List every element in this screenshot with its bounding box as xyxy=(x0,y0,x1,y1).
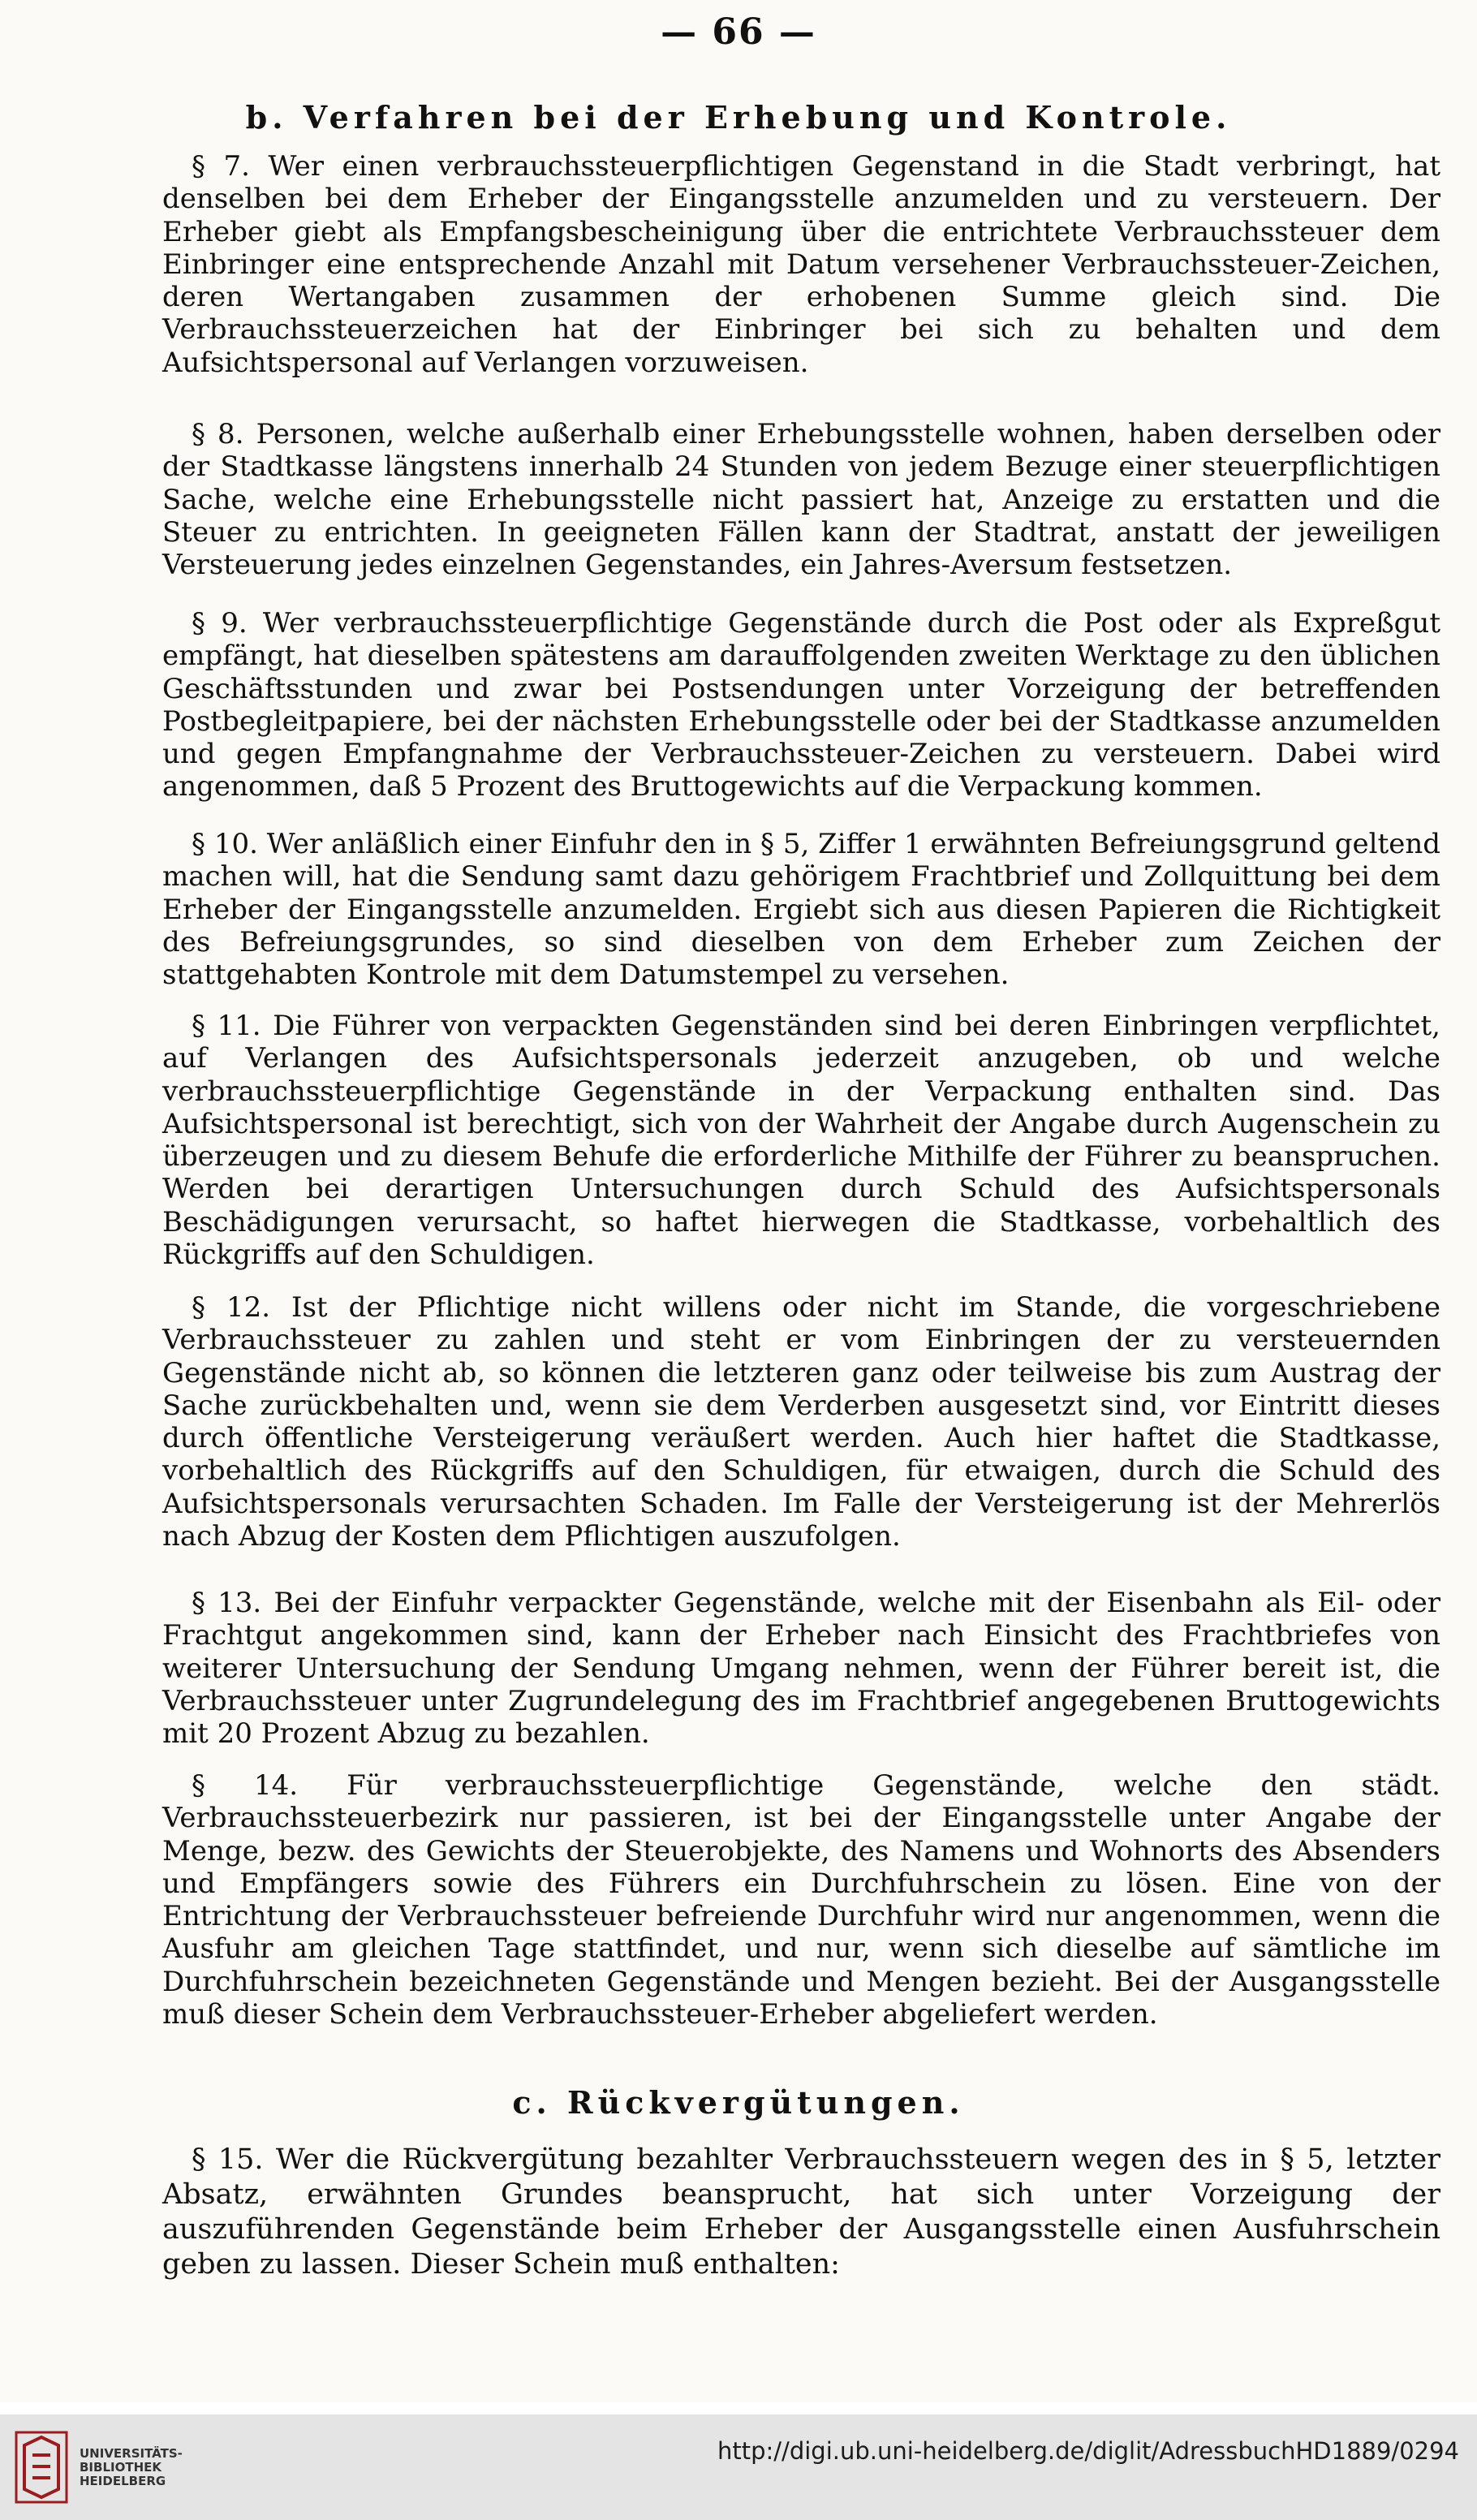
library-logo xyxy=(13,2429,200,2505)
library-name-line2: BIBLIOTHEK xyxy=(80,2460,161,2475)
library-name-line1: UNIVERSITÄTS- xyxy=(80,2446,183,2461)
paragraph-14: § 14. Für verbrauchssteuerpflichtige Gegenstände, welche den städt. Verbrauchssteuerbezirk nur passieren, ist bei der Eingangsstelle unter Angabe der Menge, bezw. des Gewichts der Steuerobjekte, des Namens und Wohnorts des Absenders und Empfängers sowie des Führers ein Durchfuhrschein zu lösen. Eine von der Entrichtung der Verbrauchssteuer befreiende Durchfuhr wird nur angenommen, wenn die Ausfuhr am gleichen Tage stattfindet, und nur, wenn sich dieselbe auf sämtliche im Durchfuhrschein bezeichneten Gegenstände und Mengen bezieht. Bei der Ausgangsstelle muß dieser Schein dem Verbrauchssteuer-Erheber abgeliefert werden. xyxy=(162,1769,1440,2031)
page-number: — 66 — xyxy=(661,11,816,53)
section-heading-b: b. Verfahren bei der Erhebung und Kontrole. xyxy=(245,99,1232,136)
source-url-link[interactable]: http://digi.ub.uni-heidelberg.de/diglit/AdressbuchHD1889/0294 xyxy=(717,2437,1459,2465)
library-name-line3: HEIDELBERG xyxy=(80,2474,166,2488)
digitization-footer xyxy=(0,2414,1477,2520)
paragraph-11: § 11. Die Führer von verpackten Gegenständen sind bei deren Einbringen verpflichtet, auf Verlangen des Aufsichtspersonals jederzeit anzugeben, ob und welche verbrauchssteuerpflichtige Gegenstände in der Verpackung enthalten sind. Das Aufsichtspersonal ist berechtigt, sich von der Wahrheit der Angabe durch Augenschein zu überzeugen und zu diesem Behufe die erforderliche Mithilfe der Führer zu beanspruchen. Werden bei derartigen Untersuchungen durch Schuld des Aufsichtspersonals Beschädigungen verursacht, so haftet hierwegen die Stadtkasse, vorbehaltlich des Rückgriffs auf den Schuldigen. xyxy=(162,1010,1440,1272)
library-seal-icon xyxy=(13,2429,70,2505)
paragraph-8: § 8. Personen, welche außerhalb einer Erhebungsstelle wohnen, haben derselben oder der Stadtkasse längstens innerhalb 24 Stunden von jedem Bezuge einer steuerpflichtigen Sache, welche eine Erhebungsstelle nicht passiert hat, Anzeige zu erstatten und die Steuer zu entrichten. In geeigneten Fällen kann der Stadtrat, anstatt der jeweiligen Versteuerung jedes einzelnen Gegenstandes, ein Jahres-Aversum festsetzen. xyxy=(162,418,1440,582)
paragraph-12: § 12. Ist der Pflichtige nicht willens oder nicht im Stande, die vorgeschriebene Verbrauchssteuer zu zahlen und steht er vom Einbringen der zu versteuernden Gegenstände nicht ab, so können die letzteren ganz oder teilweise bis zum Austrag der Sache zurückbehalten und, wenn sie dem Verderben ausgesetzt sind, vor Eintritt dieses durch öffentliche Versteigerung veräußert werden. Auch hier haftet die Stadtkasse, vorbehaltlich des Rückgriffs auf den Schuldigen, für etwaigen, durch die Schuld des Aufsichtspersonals verursachten Schaden. Im Falle der Versteigerung ist der Mehrerlös nach Abzug der Kosten dem Pflichtigen auszufolgen. xyxy=(162,1291,1440,1553)
paragraph-15: § 15. Wer die Rückvergütung bezahlter Verbrauchssteuern wegen des in § 5, letzter Absatz, erwähnten Grundes beansprucht, hat sich unter Vorzeigung der auszuführenden Gegenstände beim Erheber der Ausgangsstelle einen Ausfuhrschein geben zu lassen. Dieser Schein muß enthalten: xyxy=(162,2143,1440,2281)
paragraph-13: § 13. Bei der Einfuhr verpackter Gegenstände, welche mit der Eisenbahn als Eil- oder Frachtgut angekommen sind, kann der Erheber nach Einsicht des Frachtbriefes von weiterer Untersuchung der Sendung Umgang nehmen, wenn der Führer bereit ist, die Verbrauchssteuer unter Zugrundelegung des im Frachtbrief angegebenen Bruttogewichts mit 20 Prozent Abzug zu bezahlen. xyxy=(162,1587,1440,1751)
section-heading-c: c. Rückvergütungen. xyxy=(512,2084,965,2121)
paragraph-7: § 7. Wer einen verbrauchssteuerpflichtigen Gegenstand in die Stadt verbringt, hat denselben bei dem Erheber der Eingangsstelle anzumelden und zu versteuern. Der Erheber giebt als Empfangsbescheinigung über die entrichtete Verbrauchssteuer dem Einbringer eine entsprechende Anzahl mit Datum versehener Verbrauchssteuer-Zeichen, deren Wertangaben zusammen der erhobenen Summe gleich sind. Die Verbrauchssteuerzeichen hat der Einbringer bei sich zu behalten und dem Aufsichtspersonal auf Verlangen vorzuweisen. xyxy=(162,150,1440,379)
paragraph-10: § 10. Wer anläßlich einer Einfuhr den in § 5, Ziffer 1 erwähnten Befreiungsgrund geltend machen will, hat die Sendung samt dazu gehörigem Frachtbrief und Zollquittung bei dem Erheber der Eingangsstelle anzumelden. Ergiebt sich aus diesen Papieren die Richtigkeit des Befreiungsgrundes, so sind dieselben von dem Erheber zum Zeichen der stattgehabten Kontrole mit dem Datumstempel zu versehen. xyxy=(162,828,1440,992)
paragraph-9: § 9. Wer verbrauchssteuerpflichtige Gegenstände durch die Post oder als Expreßgut empfängt, hat dieselben spätestens am darauffolgenden zweiten Werktage zu den üblichen Geschäftsstunden und zwar bei Postsendungen unter Vorzeigung der betreffenden Postbegleitpapiere, bei der nächsten Erhebungsstelle oder bei der Stadtkasse anzumelden und gegen Empfangnahme der Verbrauchssteuer-Zeichen zu versteuern. Dabei wird angenommen, daß 5 Prozent des Bruttogewichts auf die Verpackung kommen. xyxy=(162,607,1440,803)
